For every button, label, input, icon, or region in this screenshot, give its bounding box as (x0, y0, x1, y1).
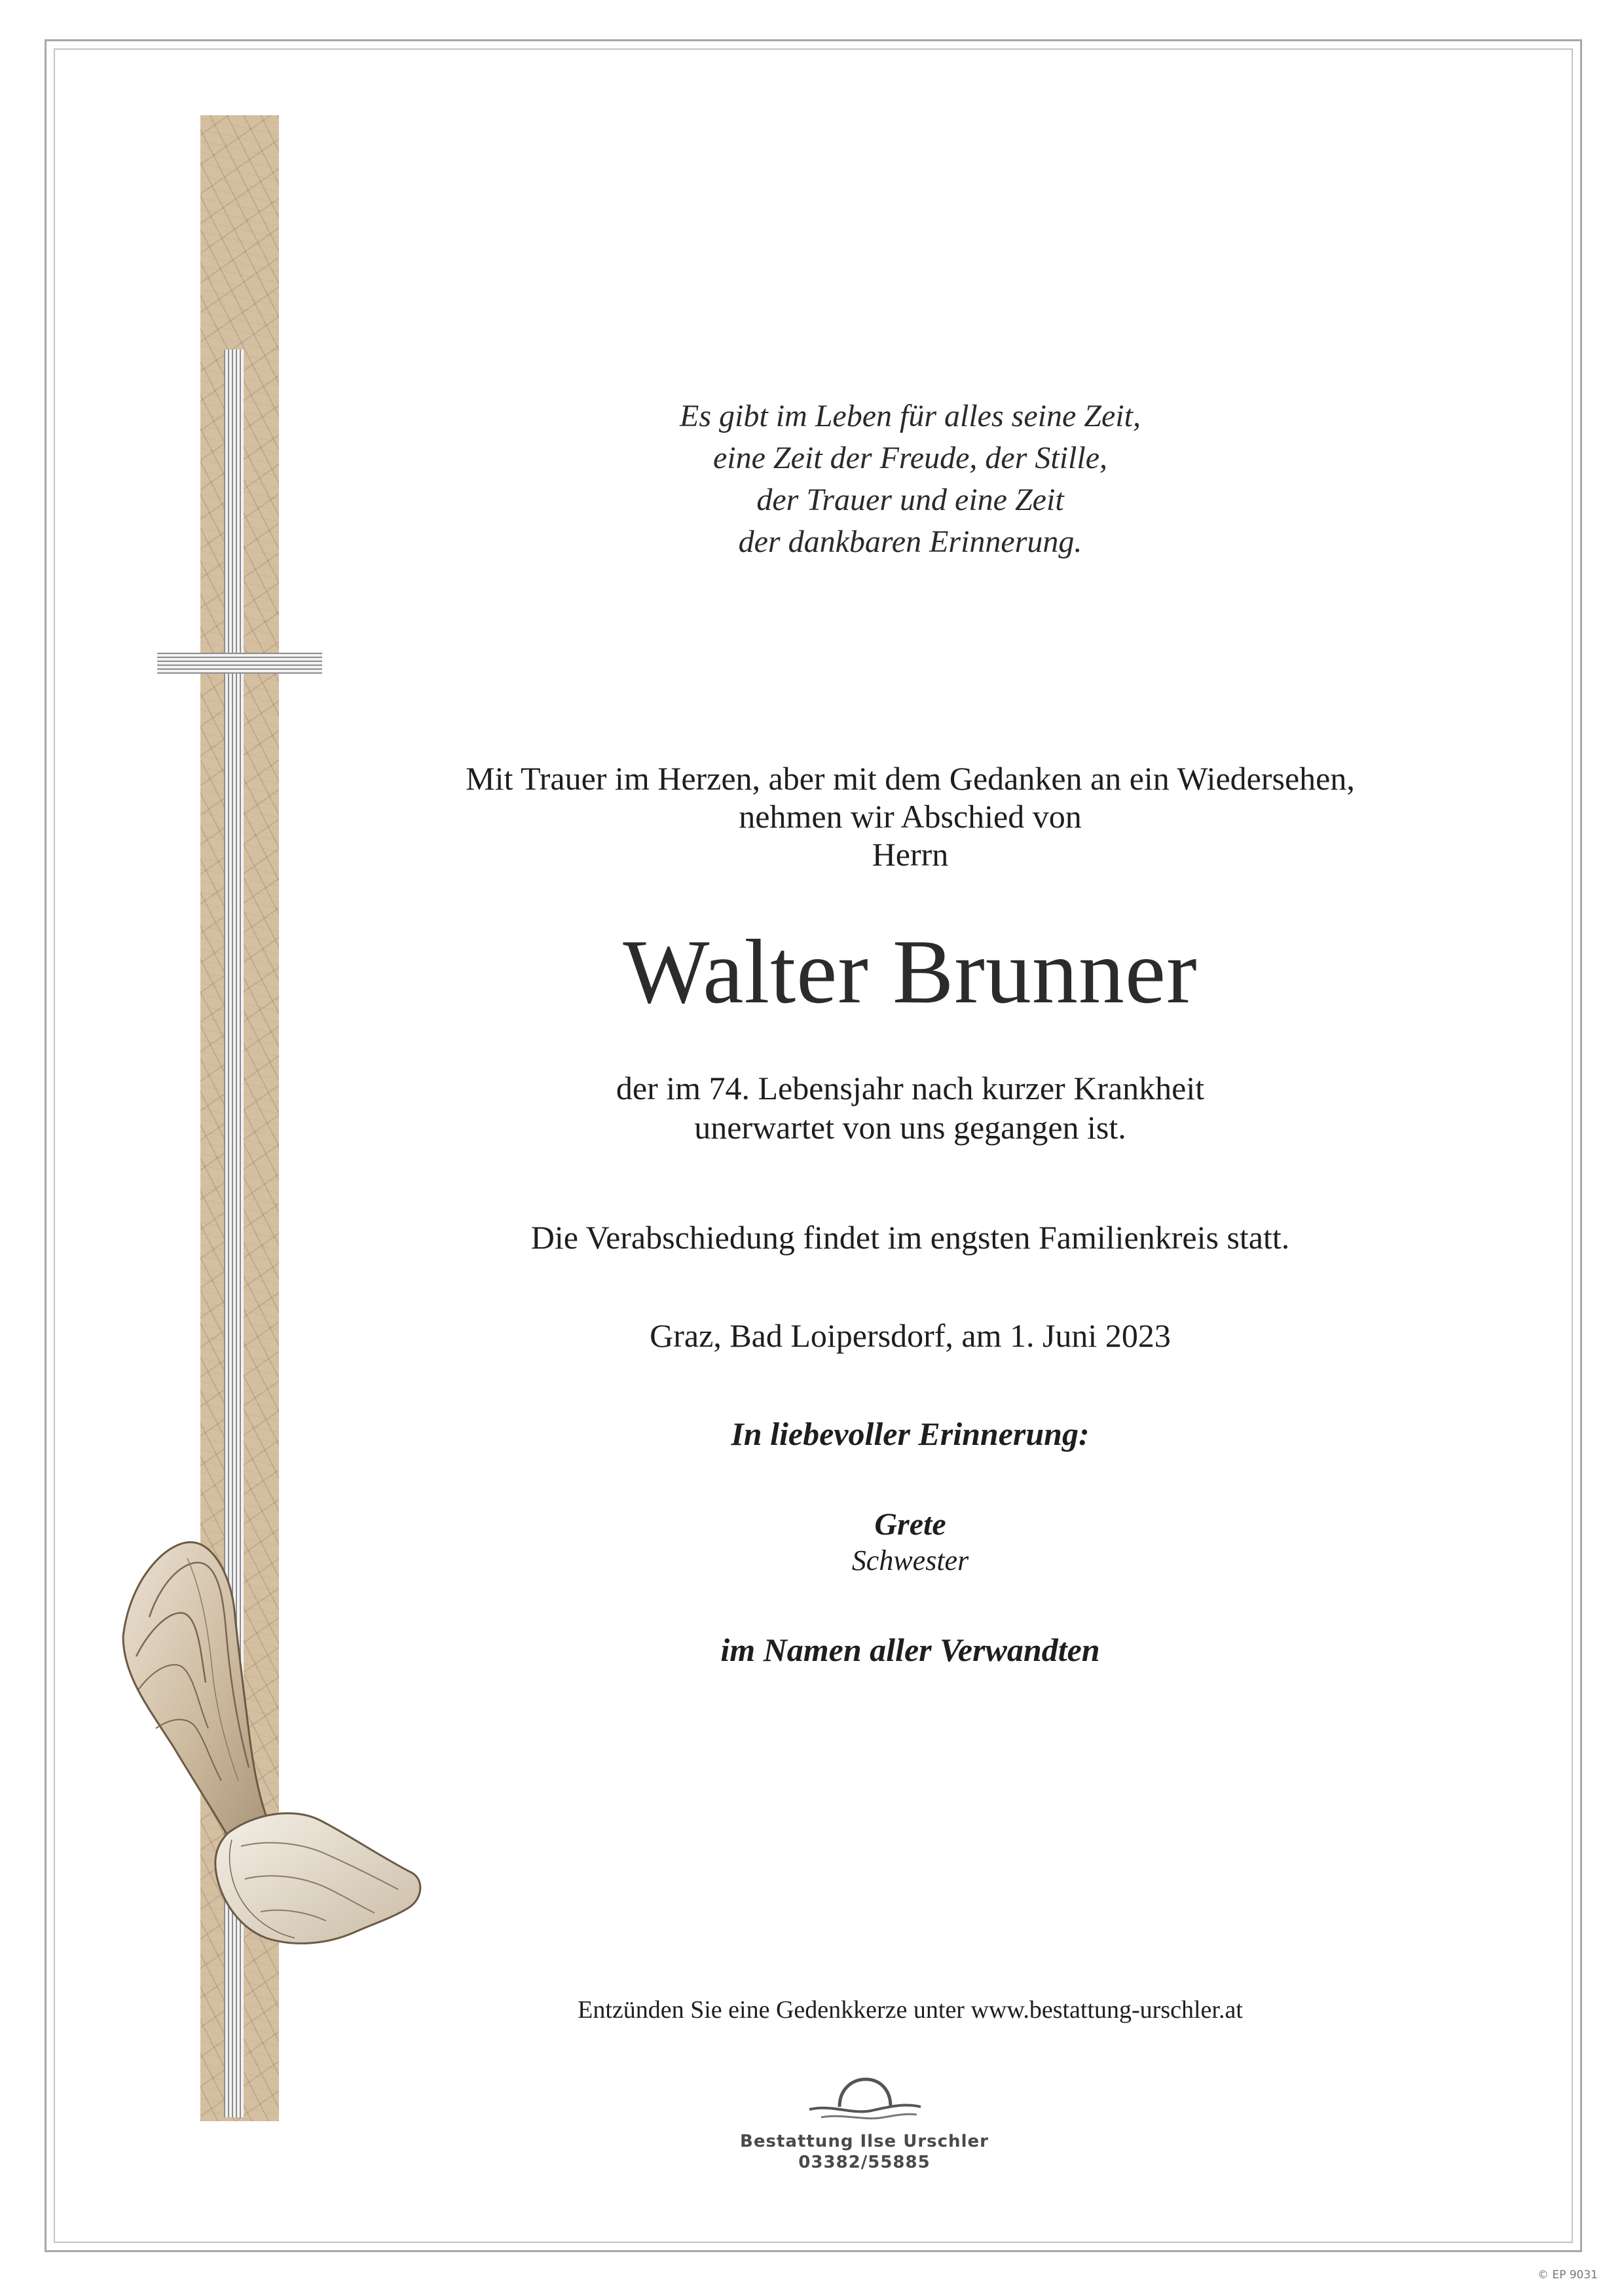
death-details (386, 1068, 1434, 1147)
place-and-date: Graz, Bad Loipersdorf, am 1. Juni 2023 (650, 1317, 1171, 1354)
cross-bar (157, 653, 322, 674)
intro-text (386, 759, 1434, 873)
mourner-name: Grete (874, 1507, 946, 1542)
details-line: unerwartet von uns gegangen ist. (694, 1109, 1126, 1146)
memorial-quote (386, 395, 1434, 563)
intro-line: nehmen wir Abschied von (739, 798, 1082, 835)
details-line: der im 74. Lebensjahr nach kurzer Krankheit (616, 1070, 1205, 1106)
bestattung-logo-icon (805, 2074, 923, 2126)
deceased-name: Walter Brunner (623, 921, 1198, 1023)
praying-hands-icon (110, 1532, 431, 1951)
funeral-home-name: Bestattung Ilse Urschler (740, 2132, 989, 2151)
memory-heading: In liebevoller Erinnerung: (731, 1415, 1090, 1452)
quote-line: Es gibt im Leben für alles seine Zeit, (680, 399, 1141, 433)
memorial-candle-link: Entzünden Sie eine Gedenkkerze unter www.bestattung-urschler.at (578, 1996, 1243, 2024)
intro-line: Herrn (872, 836, 949, 873)
on-behalf-line: im Namen aller Verwandten (720, 1631, 1100, 1668)
quote-line: eine Zeit der Freude, der Stille, (712, 441, 1108, 475)
quote-line: der dankbaren Erinnerung. (738, 524, 1082, 559)
funeral-home-phone: 03382/55885 (798, 2153, 931, 2172)
quote-line: der Trauer und eine Zeit (756, 483, 1064, 517)
intro-line: Mit Trauer im Herzen, aber mit dem Gedanken an ein Wiedersehen, (466, 760, 1355, 797)
template-code: © EP 9031 (1537, 2269, 1598, 2282)
mourner-relation: Schwester (851, 1544, 969, 1576)
ceremony-note: Die Verabschiedung findet im engsten Familienkreis statt. (530, 1219, 1290, 1256)
